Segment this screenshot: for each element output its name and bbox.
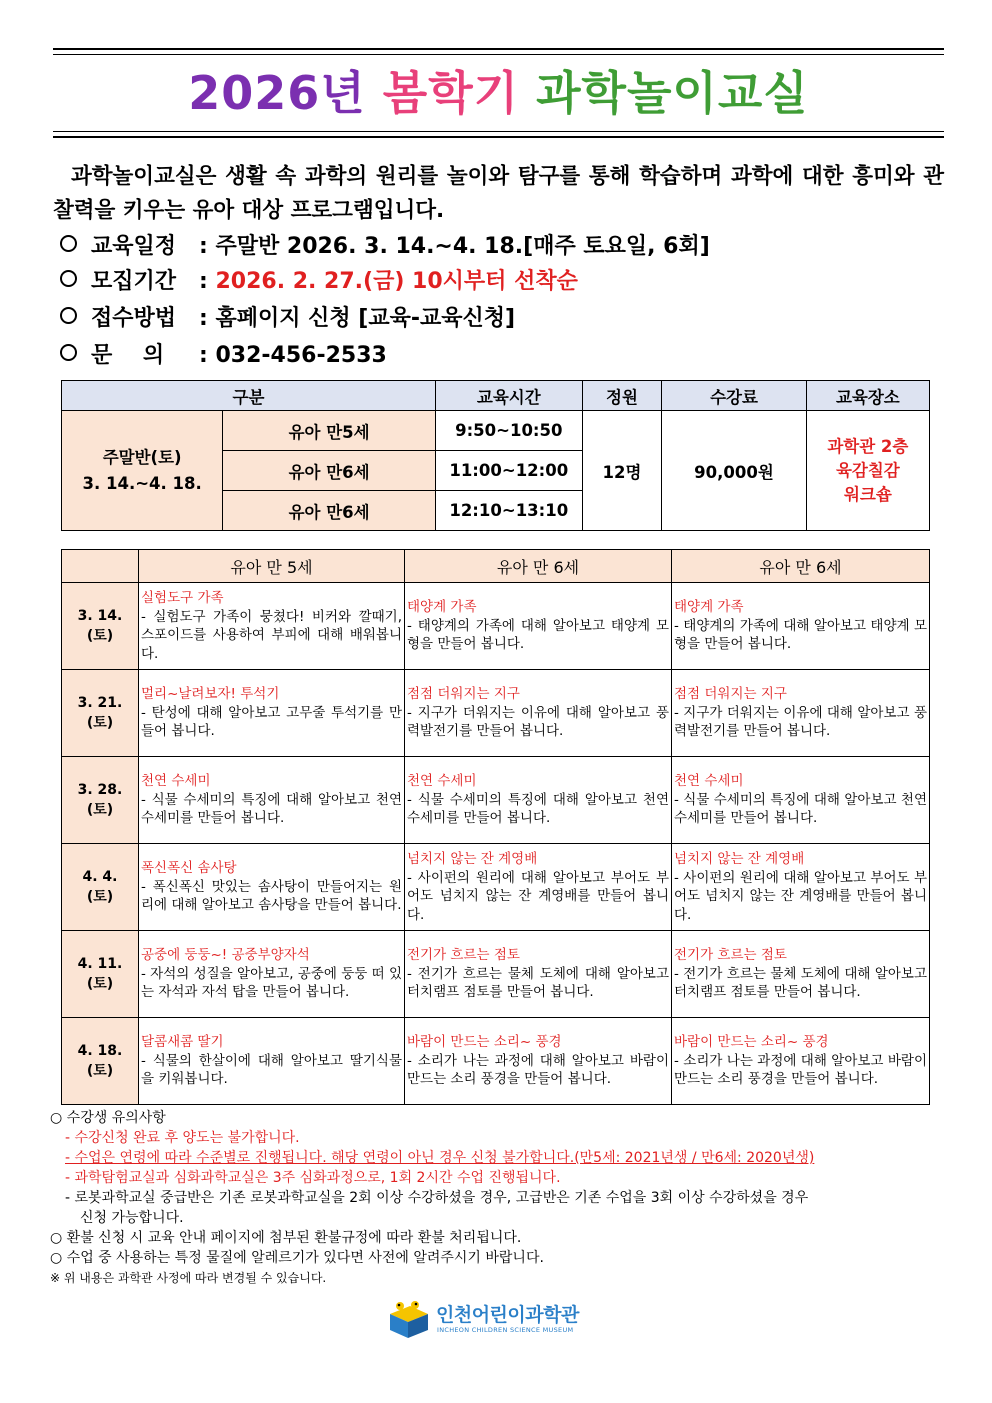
lesson-desc: - 소리가 나는 과정에 대해 알아보고 바람이 만드는 소리 풍경을 만들어 봅니다.	[407, 1052, 669, 1088]
header-cell: 유아 만 6세	[405, 550, 672, 583]
lesson-desc: - 식물의 한살이에 대해 알아보고 딸기식물을 키워봅니다.	[141, 1052, 402, 1088]
lesson-title: 점점 더워지는 지구	[407, 686, 520, 703]
date-cell	[62, 844, 139, 931]
group-cell: 유아 만5세	[223, 411, 436, 451]
group-cell: 유아 만6세	[223, 491, 436, 531]
class-cell	[62, 411, 223, 531]
note-allergy: ○ 수업 중 사용하는 특정 물질에 알레르기가 있다면 사전에 알려주시기 바랍니다.	[50, 1250, 544, 1266]
info-value: 홈페이지 신청 [교육-교육신청]	[215, 306, 516, 331]
lesson-title: 바람이 만드는 소리~ 풍경	[407, 1034, 562, 1051]
date: 3. 14.	[77, 608, 123, 624]
curriculum-table	[61, 549, 930, 1105]
date-cell	[62, 931, 139, 1018]
lesson-cell	[672, 931, 930, 1018]
lesson-desc: - 전기가 흐르는 물체 도체에 대해 알아보고 터치램프 점토를 만들어 봅니다.	[674, 965, 927, 1001]
lesson-cell	[405, 844, 672, 931]
lesson-desc: - 식물 수세미의 특징에 대해 알아보고 천연수세미를 만들어 봅니다.	[674, 791, 927, 827]
header-cell: 교육장소	[806, 381, 929, 411]
bullet-circle-icon	[60, 270, 77, 287]
lesson-desc: - 지구가 더워지는 이유에 대해 알아보고 풍력발전기를 만들어 봅니다.	[407, 704, 669, 740]
table-row	[62, 411, 930, 451]
info-key: 모집기간	[91, 269, 177, 294]
logo-name: 인천어린이과학관	[436, 1304, 579, 1326]
info-value: 주말반 2026. 3. 14.~4. 18.[매주 토요일, 6회]	[215, 234, 710, 259]
title-main: 과학놀이교실	[536, 66, 809, 120]
lesson-desc: - 자석의 성질을 알아보고, 공중에 둥둥 떠 있는 자석과 자석 탑을 만들어 봅니다.	[141, 965, 402, 1001]
lesson-cell	[672, 670, 930, 757]
info-contact: 문 의 : 032-456-2533	[60, 339, 940, 373]
lesson-cell	[139, 931, 405, 1018]
table-row	[62, 757, 930, 844]
title-box	[53, 48, 944, 138]
info-key: 접수방법	[91, 306, 177, 331]
place-cell	[806, 411, 929, 531]
lesson-title: 멀리~날려보자! 투석기	[141, 686, 280, 703]
lesson-cell	[405, 1018, 672, 1105]
date: 4. 4.	[82, 869, 118, 885]
date: 3. 28.	[77, 782, 123, 798]
lesson-title: 천연 수세미	[674, 773, 744, 790]
info-recruit: 모집기간 : 2026. 2. 27.(금) 10시부터 선착순	[60, 265, 940, 299]
weekday: (토)	[86, 889, 114, 905]
group-cell: 유아 만6세	[223, 451, 436, 491]
intro-text: 과학놀이교실은 생활 속 과학의 원리를 놀이와 탐구를 통해 학습하며 과학에 대한 흥미와 관찰력을 키우는 유아 대상 프로그램입니다.	[53, 164, 944, 223]
cube-logo-icon	[386, 1296, 432, 1340]
table-row	[62, 1018, 930, 1105]
place-line: 육감칠감	[835, 460, 900, 480]
note-change: ※ 위 내용은 과학관 사정에 따라 변경될 수 있습니다.	[50, 1271, 327, 1285]
lesson-title: 넘치지 않는 잔 계영배	[407, 851, 538, 867]
table-header-row	[62, 381, 930, 411]
info-schedule: 교육일정 : 주말반 2026. 3. 14.~4. 18.[매주 토요일, 6회]	[60, 230, 940, 264]
table-row	[62, 844, 930, 931]
capacity-cell: 12명	[582, 411, 662, 531]
table-row	[62, 670, 930, 757]
lesson-desc: - 소리가 나는 과정에 대해 알아보고 바람이 만드는 소리 풍경을 만들어 봅니다.	[674, 1052, 927, 1088]
lesson-desc: - 전기가 흐르는 물체 도체에 대해 알아보고 터치램프 점토를 만들어 봅니다.	[407, 965, 669, 1001]
lesson-title: 넘치지 않는 잔 계영배	[674, 851, 805, 867]
date-cell	[62, 1018, 139, 1105]
page-title	[53, 50, 944, 136]
notes-heading: ○ 수강생 유의사항	[50, 1110, 166, 1126]
lesson-desc: - 실험도구 가족이 뭉쳤다! 비커와 깔때기, 스포이드를 사용하여 부피에 대해 배워봅니다.	[141, 608, 402, 662]
lesson-desc: - 태양계의 가족에 대해 알아보고 태양계 모형을 만들어 봅니다.	[674, 617, 927, 653]
time-cell: 9:50~10:50	[435, 411, 582, 451]
weekday: (토)	[86, 1063, 114, 1079]
note-robot-course-cont: 신청 가능합니다.	[80, 1210, 184, 1226]
lesson-desc: - 태양계의 가족에 대해 알아보고 태양계 모형을 만들어 봅니다.	[407, 617, 669, 653]
lesson-title: 폭신폭신 솜사탕	[141, 860, 237, 877]
title-semester: 봄학기	[382, 66, 520, 120]
date-cell	[62, 757, 139, 844]
lesson-cell	[405, 583, 672, 670]
header-cell: 유아 만 5세	[139, 550, 405, 583]
lesson-desc: - 지구가 더워지는 이유에 대해 알아보고 풍력발전기를 만들어 봅니다.	[674, 704, 927, 740]
lesson-cell	[672, 757, 930, 844]
lesson-title: 태양계 가족	[674, 599, 744, 616]
note-robot-course: - 로봇과학교실 중급반은 기존 로봇과학교실을 2회 이상 수강하셨을 경우, 고급반은 기존 수업을 3회 이상 수강하셨을 경우	[65, 1190, 809, 1206]
lesson-desc: - 탄성에 대해 알아보고 고무줄 투석기를 만들어 봅니다.	[141, 704, 402, 740]
lesson-cell	[405, 670, 672, 757]
header-cell: 정원	[582, 381, 662, 411]
note-age-level: - 수업은 연령에 따라 수준별로 진행됩니다. 해당 연령이 아닌 경우 신청 불가합니다.(만5세: 2021년생 / 만6세: 2020년생)	[65, 1150, 815, 1166]
date-cell	[62, 670, 139, 757]
title-year: 2026년	[188, 66, 366, 120]
info-key: 문 의	[91, 343, 165, 368]
logo-subtitle: INCHEON CHILDREN SCIENCE MUSEUM	[437, 1326, 574, 1334]
date: 4. 18.	[77, 1043, 123, 1059]
header-cell: 교육시간	[435, 381, 582, 411]
table-row	[62, 583, 930, 670]
lesson-desc: - 식물 수세미의 특징에 대해 알아보고 천연수세미를 만들어 봅니다.	[407, 791, 669, 827]
header-cell-empty	[62, 550, 139, 583]
table-row	[62, 931, 930, 1018]
lesson-desc: - 사이펀의 원리에 대해 알아보고 부어도 부어도 넘치지 않는 잔 계영배를 만들어 봅니다.	[407, 869, 669, 923]
info-key: 교육일정	[91, 234, 177, 259]
museum-logo	[386, 1296, 596, 1342]
date: 3. 21.	[77, 695, 123, 711]
place-line: 워크숍	[843, 484, 892, 504]
info-value: 2026. 2. 27.(금) 10시부터 선착순	[215, 269, 578, 294]
lesson-title: 바람이 만드는 소리~ 풍경	[674, 1034, 829, 1051]
weekday: (토)	[86, 802, 114, 818]
lesson-cell	[139, 670, 405, 757]
lesson-cell	[405, 931, 672, 1018]
lesson-desc: - 사이펀의 원리에 대해 알아보고 부어도 부어도 넘치지 않는 잔 계영배를 만들어 봅니다.	[674, 869, 927, 923]
weekday: (토)	[86, 976, 114, 992]
bullet-circle-icon	[60, 235, 77, 252]
weekday: (토)	[86, 715, 114, 731]
class-name: 주말반(토)	[102, 447, 182, 467]
lesson-title: 태양계 가족	[407, 599, 477, 616]
header-cell: 구분	[62, 381, 436, 411]
lesson-cell	[139, 757, 405, 844]
lesson-cell	[672, 844, 930, 931]
notes-section	[50, 1108, 945, 1288]
lesson-title: 전기가 흐르는 점토	[407, 947, 520, 964]
lesson-title: 점점 더워지는 지구	[674, 686, 787, 703]
lesson-title: 달콤새콤 딸기	[141, 1034, 224, 1051]
lesson-title: 천연 수세미	[141, 773, 211, 790]
table-header-row	[62, 550, 930, 583]
header-cell: 수강료	[662, 381, 806, 411]
lesson-cell	[139, 844, 405, 931]
lesson-cell	[672, 583, 930, 670]
bullet-circle-icon	[60, 307, 77, 324]
class-period: 3. 14.~4. 18.	[82, 473, 202, 493]
lesson-cell	[139, 1018, 405, 1105]
date-cell	[62, 583, 139, 670]
header-cell: 유아 만 6세	[672, 550, 930, 583]
lesson-title: 전기가 흐르는 점토	[674, 947, 787, 964]
lesson-desc: - 폭신폭신 맛있는 솜사탕이 만들어지는 원리에 대해 알아보고 솜사탕을 만들어 봅니다.	[141, 878, 402, 914]
note-advanced-course: - 과학탐험교실과 심화과학교실은 3주 심화과정으로, 1회 2시간 수업 진행됩니다.	[65, 1170, 561, 1186]
lesson-cell	[672, 1018, 930, 1105]
note-refund: ○ 환불 신청 시 교육 안내 페이지에 첨부된 환불규정에 따라 환불 처리됩니다.	[50, 1230, 522, 1246]
lesson-cell	[405, 757, 672, 844]
weekday: (토)	[86, 628, 114, 644]
fee-cell: 90,000원	[662, 411, 806, 531]
date: 4. 11.	[77, 956, 123, 972]
info-method: 접수방법 : 홈페이지 신청 [교육-교육신청]	[60, 302, 940, 336]
lesson-title: 천연 수세미	[407, 773, 477, 790]
time-cell: 11:00~12:00	[435, 451, 582, 491]
time-cell: 12:10~13:10	[435, 491, 582, 531]
summary-table	[61, 380, 930, 531]
lesson-desc: - 식물 수세미의 특징에 대해 알아보고 천연수세미를 만들어 봅니다.	[141, 791, 402, 827]
lesson-cell	[139, 583, 405, 670]
place-line: 과학관 2층	[827, 436, 909, 456]
lesson-title: 공중에 둥둥~! 공중부양자석	[141, 947, 310, 964]
lesson-title: 실험도구 가족	[141, 590, 224, 606]
bullet-circle-icon	[60, 344, 77, 361]
info-value: 032-456-2533	[215, 343, 387, 368]
note-transfer: - 수강신청 완료 후 양도는 불가합니다.	[65, 1130, 300, 1146]
